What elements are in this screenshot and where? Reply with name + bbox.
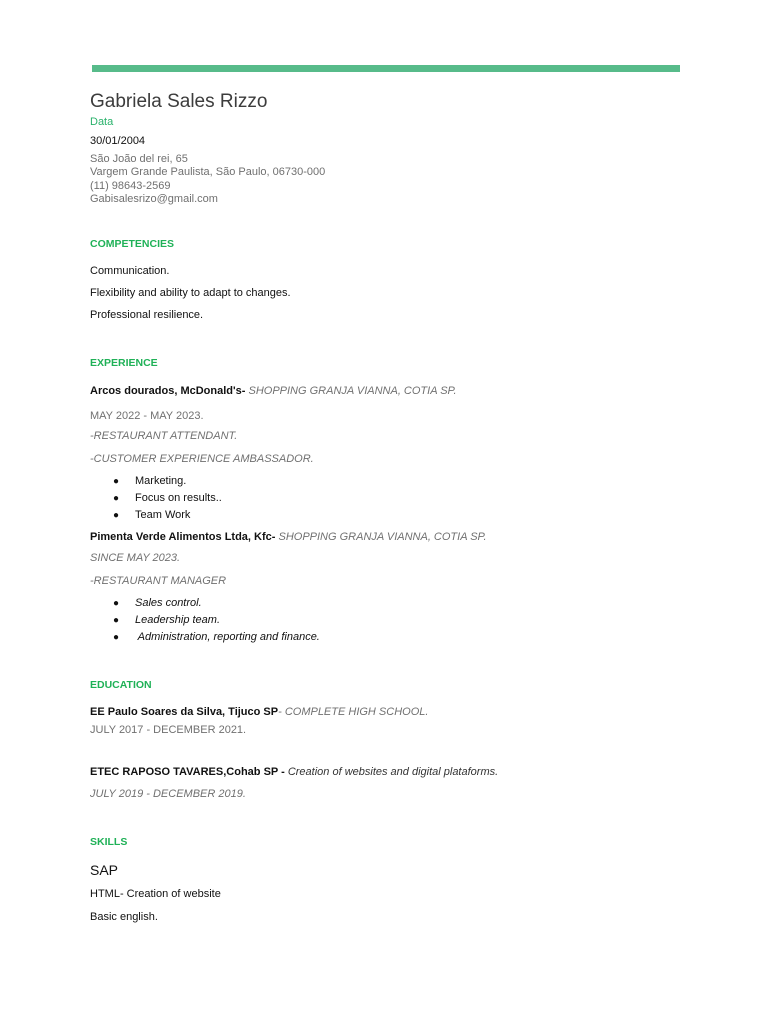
competencies-heading: COMPETENCIES: [90, 238, 175, 250]
email: Gabisalesrizo@gmail.com: [90, 193, 218, 205]
education-title-line: [90, 706, 428, 718]
skills-heading: SKILLS: [90, 836, 128, 848]
bullet-text: Leadership team.: [135, 614, 220, 626]
competency-item: Communication.: [90, 265, 170, 277]
education-heading: EDUCATION: [90, 679, 152, 691]
list-item: ● Leadership team.: [113, 614, 220, 626]
job-title-line: [90, 531, 487, 543]
accent-bar: [92, 65, 680, 72]
education-period: JULY 2019 - DECEMBER 2019.: [90, 788, 246, 800]
education-school: ETEC RAPOSO TAVARES,Cohab SP -: [90, 766, 288, 778]
phone: (11) 98643-2569: [90, 180, 171, 192]
bullet-text: Marketing.: [135, 475, 187, 487]
job-period: MAY 2022 - MAY 2023.: [90, 410, 204, 422]
job-company: Arcos dourados, McDonald's-: [90, 385, 246, 397]
experience-heading: EXPERIENCE: [90, 357, 158, 369]
list-item: ● Team Work: [113, 509, 191, 521]
list-item: ● Sales control.: [113, 597, 202, 609]
list-item: ● Administration, reporting and finance.: [113, 631, 320, 643]
education-period: JULY 2017 - DECEMBER 2021.: [90, 724, 247, 736]
job-role: -RESTAURANT MANAGER: [90, 575, 227, 587]
job-role: -RESTAURANT ATTENDANT.: [90, 430, 238, 442]
skill-item: Basic english.: [90, 911, 158, 923]
bullet-text: Focus on results..: [135, 492, 222, 504]
address-line-1: São João del rei, 65: [90, 153, 188, 165]
job-location: SHOPPING GRANJA VIANNA, COTIA SP.: [245, 385, 457, 397]
address-line-2: Vargem Grande Paulista, São Paulo, 06730-000: [90, 166, 326, 178]
job-company: Pimenta Verde Alimentos Ltda, Kfc-: [90, 531, 276, 543]
education-school: EE Paulo Soares da Silva, Tijuco SP: [90, 706, 279, 718]
education-detail: Creation of websites and digital plataforms.: [287, 766, 499, 778]
education-title-line: [90, 766, 498, 778]
job-location: SHOPPING GRANJA VIANNA, COTIA SP.: [275, 531, 487, 543]
skill-item: HTML- Creation of website: [90, 888, 221, 900]
candidate-name: Gabriela Sales Rizzo: [90, 91, 268, 112]
list-item: ● Focus on results..: [113, 492, 222, 504]
date-label: Data: [90, 116, 114, 128]
bullet-text: Administration, reporting and finance.: [135, 631, 320, 643]
date-value: 30/01/2004: [90, 135, 146, 147]
job-title-line: [90, 385, 457, 397]
bullet-text: Sales control.: [135, 597, 202, 609]
education-detail: - COMPLETE HIGH SCHOOL.: [278, 706, 429, 718]
skill-item: SAP: [90, 862, 119, 878]
bullet-text: Team Work: [135, 509, 191, 521]
competency-item: Professional resilience.: [90, 309, 204, 321]
list-item: ● Marketing.: [113, 475, 187, 487]
job-period: SINCE MAY 2023.: [90, 552, 181, 564]
competency-item: Flexibility and ability to adapt to changes.: [90, 287, 291, 299]
job-role: -CUSTOMER EXPERIENCE AMBASSADOR.: [90, 453, 314, 465]
